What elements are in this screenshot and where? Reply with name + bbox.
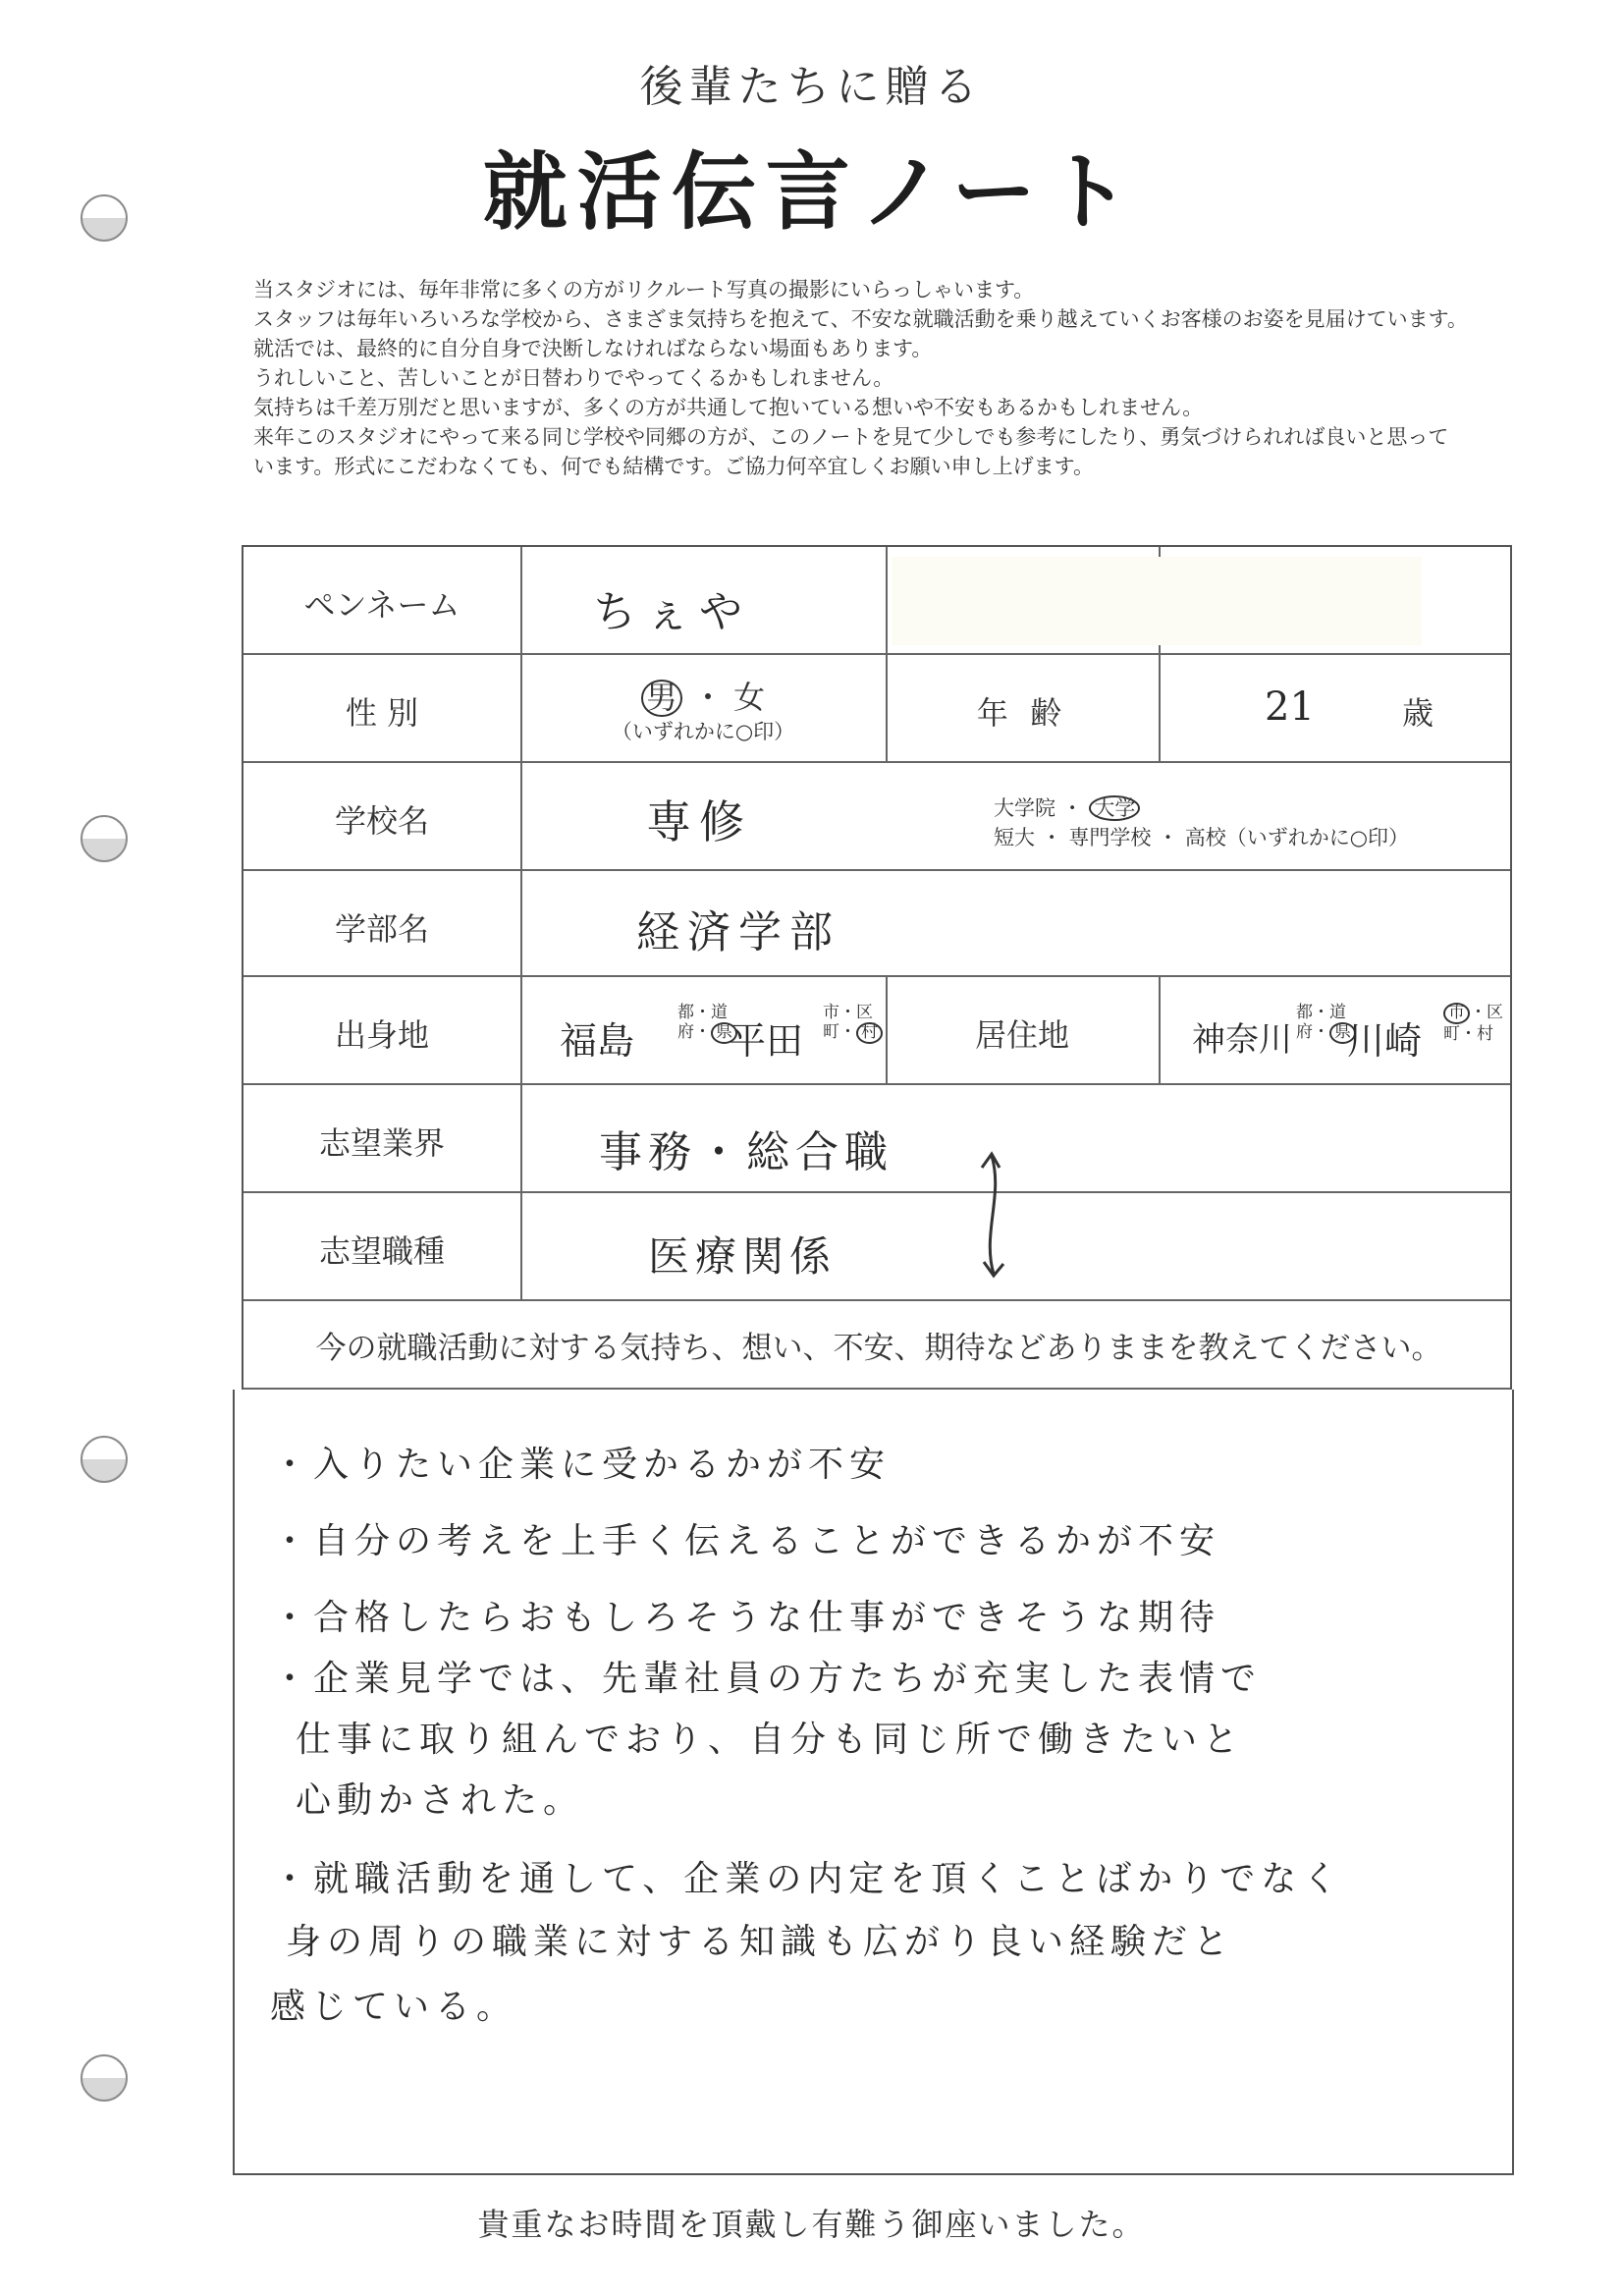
suffix-top: 市・区: [823, 1003, 873, 1022]
answer-line: ・自分の考えを上手く伝えることができるかが不安: [272, 1521, 1221, 1561]
row-divider: [243, 975, 1510, 977]
redacted-area: [892, 557, 1422, 645]
gender-label: 性 別: [345, 694, 419, 732]
suffix-text: 町・: [823, 1022, 856, 1042]
binder-hole: [81, 1436, 128, 1483]
answer-line: 身の周りの職業に対する知識も広がり良い経験だと: [286, 1922, 1235, 1962]
answer-line: ・就職活動を通して、企業の内定を頂くことばかりでなく: [272, 1859, 1344, 1899]
hometown-city: 平田: [729, 1019, 804, 1063]
suffix-selected: 村: [856, 1022, 883, 1044]
school-label: 学校名: [334, 802, 429, 840]
faculty-value: 経済学部: [636, 907, 840, 957]
faculty-label: 学部名: [334, 910, 429, 948]
footer-thanks: 貴重なお時間を頂戴し有難う御座いました。: [477, 2206, 1146, 2243]
desired-job-value: 医療関係: [648, 1232, 838, 1281]
suffix-top: 都・道: [1296, 1003, 1346, 1022]
column-divider: [520, 547, 522, 1299]
answer-line: ・企業見学では、先輩社員の方たちが充実した表情で: [272, 1659, 1263, 1699]
question-text: 今の就職活動に対する気持ち、想い、不安、期待などありままを教えてください。: [315, 1331, 1442, 1366]
answer-line: ・入りたい企業に受かるかが不安: [272, 1445, 892, 1485]
answer-line: 心動かされた。: [296, 1780, 585, 1821]
suffix-top: [1443, 1003, 1503, 1024]
row-divider: [243, 1299, 1510, 1301]
school-type-line2: 短大 ・ 専門学校 ・ 高校（いずれかに○印）: [994, 826, 1410, 849]
hometown-label: 出身地: [334, 1016, 429, 1054]
page-subtitle: 後輩たちに贈る: [639, 62, 984, 112]
age-unit: 歳: [1402, 694, 1434, 732]
pen-name-value: ちぇや: [593, 587, 752, 637]
intro-line: うれしいこと、苦しいことが日替わりでやってくるかもしれません。: [253, 366, 894, 390]
column-divider: [1159, 975, 1161, 1083]
hometown-prefecture: 福島: [560, 1019, 635, 1063]
answer-line: ・合格したらおもしろそうな仕事ができそうな期待: [272, 1598, 1221, 1638]
page-title: 就活伝言ノート: [482, 143, 1141, 242]
school-type-line1: [994, 793, 1140, 822]
suffix-bottom: [823, 1022, 883, 1044]
gender-option-male: 男: [641, 680, 682, 717]
row-divider: [243, 869, 1510, 871]
suffix-text: 府・: [1296, 1022, 1329, 1042]
row-divider: [243, 1083, 1510, 1085]
residence-prefecture: 神奈川: [1192, 1020, 1292, 1060]
gender-option-female: 女: [733, 679, 766, 716]
profile-form: [242, 545, 1512, 1390]
hometown-city-suffix: [823, 1003, 883, 1044]
desired-industry-value: 事務・総合職: [599, 1127, 893, 1177]
desired-industry-label: 志望業界: [318, 1124, 445, 1162]
school-type-selected: 大学: [1089, 795, 1140, 821]
intro-line: 気持ちは千差万別だと思いますが、多くの方が共通して抱いている想いや不安もあるかもしれません。: [253, 396, 1204, 419]
residence-city: 川崎: [1347, 1019, 1423, 1063]
intro-line: 来年このスタジオにやって来る同じ学校や同郷の方が、このノートを見て少しでも参考にしたり、勇気づけられれば良いと思って: [253, 425, 1449, 449]
school-type-options: 大学院 ・: [994, 796, 1090, 820]
intro-paragraph: [253, 275, 1608, 481]
answer-line: 感じている。: [270, 1987, 518, 2027]
suffix-selected: 県: [1329, 1022, 1356, 1044]
suffix-selected: 市: [1443, 1003, 1470, 1024]
age-value: 21: [1265, 684, 1315, 730]
suffix-bottom: 町・村: [1443, 1023, 1493, 1044]
answer-line: 仕事に取り組んでおり、自分も同じ所で働きたいと: [296, 1720, 1245, 1760]
suffix-text: ・区: [1470, 1003, 1503, 1022]
residence-city-suffix: [1443, 1003, 1503, 1044]
row-divider: [243, 761, 1510, 763]
row-divider: [243, 1191, 1510, 1193]
gender-options: [520, 673, 886, 718]
free-response-area: [233, 1390, 1514, 2175]
gender-separator: ・: [691, 679, 724, 716]
suffix-text: 府・: [677, 1022, 711, 1042]
intro-line: スタッフは毎年いろいろな学校から、さまざま気持ちを抱えて、不安な就職活動を乗り越えていくお客様のお姿を見届けています。: [253, 307, 1468, 331]
desired-job-label: 志望職種: [318, 1232, 445, 1270]
intro-line: います。形式にこだわなくても、何でも結構です。ご協力何卒宜しくお願い申し上げます。: [253, 455, 1094, 478]
pen-name-label: ペンネーム: [303, 586, 460, 624]
intro-line: 就活では、最終的に自分自身で決断しなければならない場面もあります。: [253, 337, 933, 360]
suffix-top: 都・道: [677, 1003, 728, 1022]
intro-line: 当スタジオには、毎年非常に多くの方がリクルート写真の撮影にいらっしゃいます。: [253, 278, 1035, 301]
row-divider: [243, 653, 1510, 655]
age-label: 年 齢: [976, 694, 1068, 732]
suffix-selected: 県: [711, 1022, 737, 1044]
residence-label: 居住地: [974, 1016, 1069, 1054]
school-value: 専修: [646, 795, 752, 848]
binder-hole: [81, 815, 128, 862]
gender-note: （いずれかに○印）: [611, 720, 795, 743]
double-arrow-icon: [970, 1146, 1019, 1284]
binder-hole: [81, 2054, 128, 2102]
